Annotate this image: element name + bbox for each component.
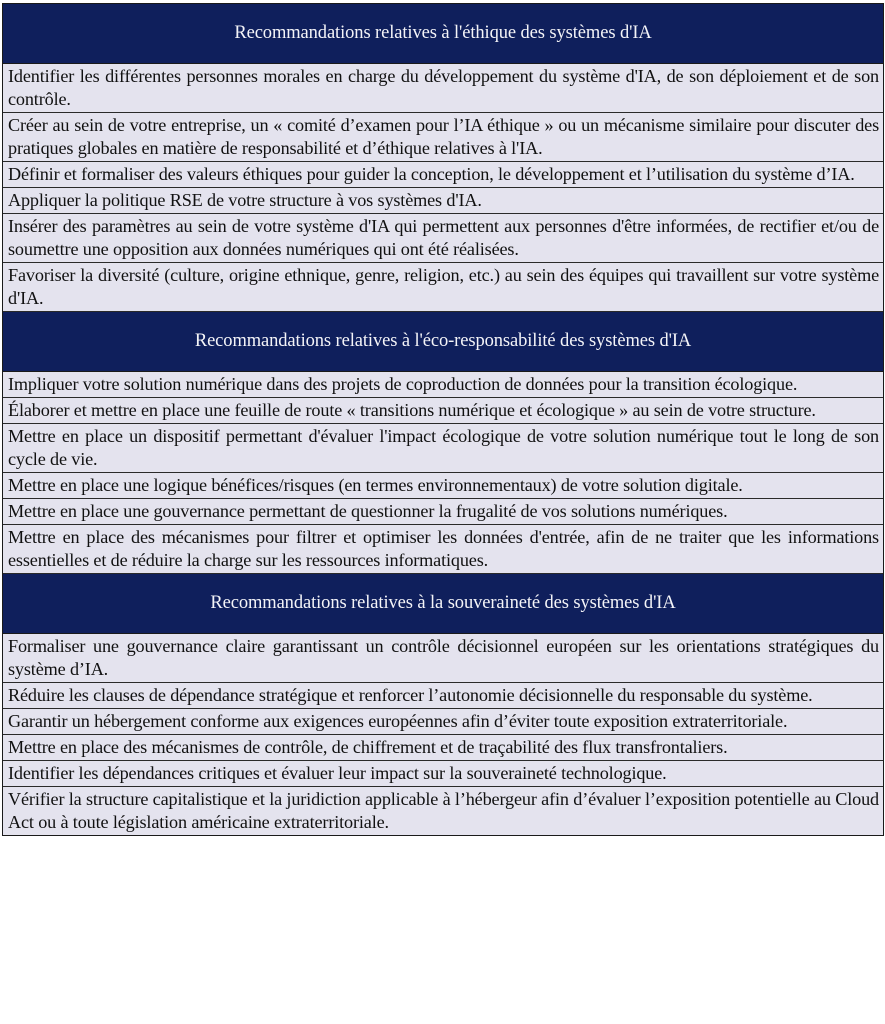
table-row: Garantir un hébergement conforme aux exigences européennes afin d’éviter toute exposition extraterritoriale.	[3, 709, 883, 735]
table-row: Impliquer votre solution numérique dans des projets de coproduction de données pour la transition écologique.	[3, 372, 883, 398]
table-row: Élaborer et mettre en place une feuille de route « transitions numérique et écologique » au sein de votre structure.	[3, 398, 883, 424]
table-row: Identifier les dépendances critiques et évaluer leur impact sur la souveraineté technologique.	[3, 761, 883, 787]
table-row: Vérifier la structure capitalistique et la juridiction applicable à l’hébergeur afin d’évaluer l’exposition potentielle au Cloud Act ou à toute législation américaine extraterritoriale.	[3, 787, 883, 835]
table-row: Mettre en place des mécanismes pour filtrer et optimiser les données d'entrée, afin de ne traiter que les informations essentielles et de réduire la charge sur les ressources informatiques.	[3, 525, 883, 574]
section-header-eco-responsibility: Recommandations relatives à l'éco-responsabilité des systèmes d'IA	[3, 312, 883, 372]
section-header-ethics: Recommandations relatives à l'éthique des systèmes d'IA	[3, 4, 883, 64]
table-row: Mettre en place une gouvernance permettant de questionner la frugalité de vos solutions numériques.	[3, 499, 883, 525]
table-row: Créer au sein de votre entreprise, un « comité d’examen pour l’IA éthique » ou un mécanisme similaire pour discuter des pratiques globales en matière de responsabilité et d’éthique relatives à l'IA.	[3, 113, 883, 162]
table-row: Appliquer la politique RSE de votre structure à vos systèmes d'IA.	[3, 188, 883, 214]
table-row: Insérer des paramètres au sein de votre système d'IA qui permettent aux personnes d'être informées, de rectifier et/ou de soumettre une opposition aux données numériques qui ont été réalisées.	[3, 214, 883, 263]
table-row: Identifier les différentes personnes morales en charge du développement du système d'IA, de son déploiement et de son contrôle.	[3, 64, 883, 113]
table-row: Mettre en place des mécanismes de contrôle, de chiffrement et de traçabilité des flux transfrontaliers.	[3, 735, 883, 761]
table-row: Mettre en place une logique bénéfices/risques (en termes environnementaux) de votre solution digitale.	[3, 473, 883, 499]
table-row: Favoriser la diversité (culture, origine ethnique, genre, religion, etc.) au sein des équipes qui travaillent sur votre système d'IA.	[3, 263, 883, 312]
recommendations-table	[2, 3, 884, 836]
table-row: Mettre en place un dispositif permettant d'évaluer l'impact écologique de votre solution numérique tout le long de son cycle de vie.	[3, 424, 883, 473]
table-row: Réduire les clauses de dépendance stratégique et renforcer l’autonomie décisionnelle du responsable du système.	[3, 683, 883, 709]
table-row: Définir et formaliser des valeurs éthiques pour guider la conception, le développement et l’utilisation du système d’IA.	[3, 162, 883, 188]
table-row: Formaliser une gouvernance claire garantissant un contrôle décisionnel européen sur les orientations stratégiques du système d’IA.	[3, 634, 883, 683]
section-header-sovereignty: Recommandations relatives à la souveraineté des systèmes d'IA	[3, 574, 883, 634]
